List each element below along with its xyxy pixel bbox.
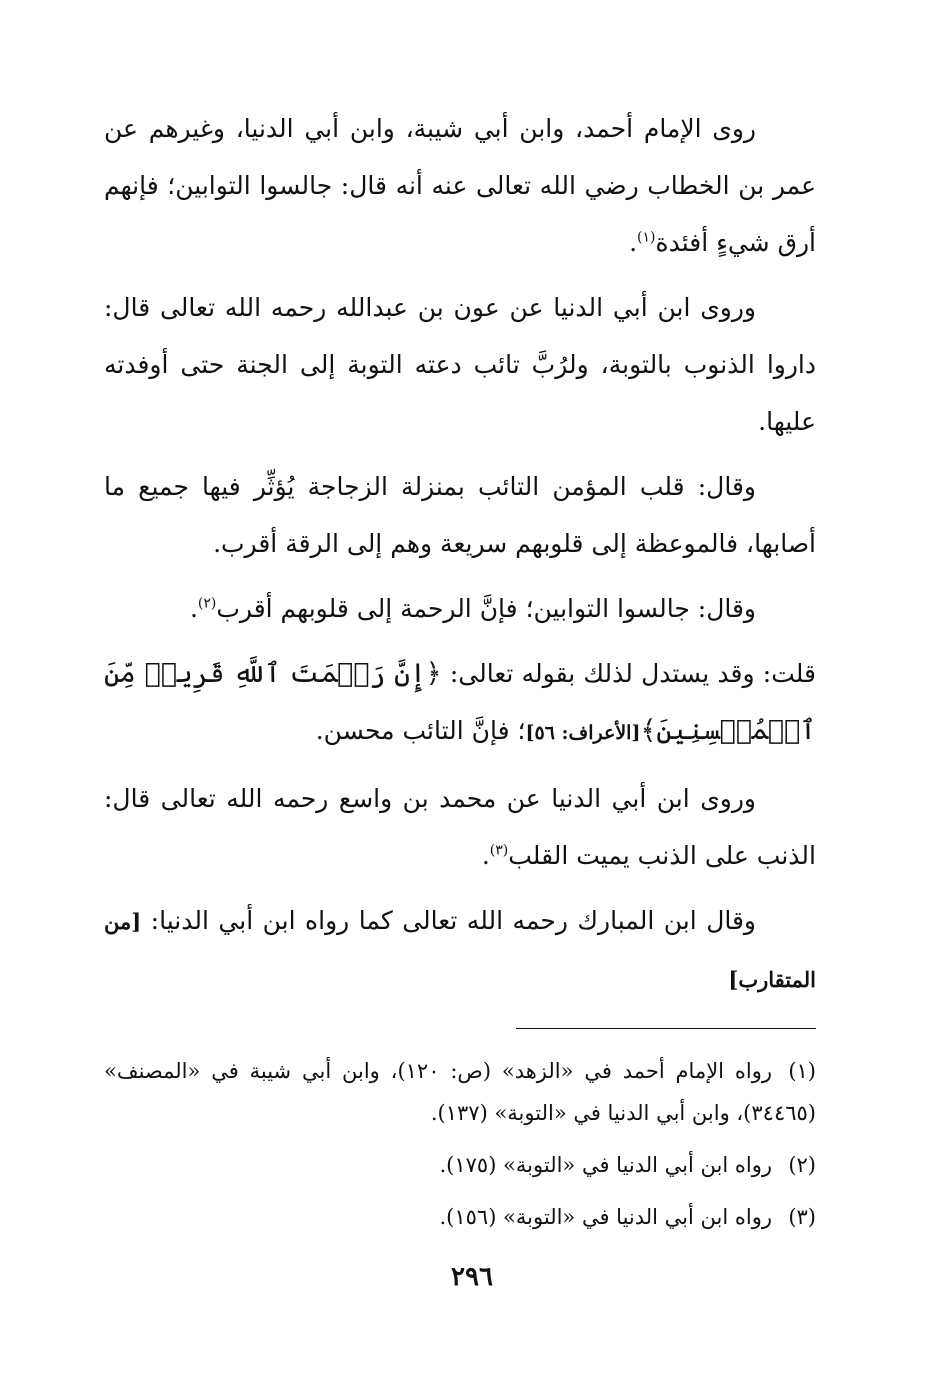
paragraph-text: روى الإمام أحمد، وابن أبي شيبة، وابن أبي الدنيا، وغيرهم عن عمر بن الخطاب رضي الله تعالى عنه أنه قال: جالسوا التوابين؛ فإنهم أرق شيءٍ أفئدة	[104, 114, 816, 257]
paragraph-wasi	[104, 770, 816, 884]
period: .	[629, 228, 638, 257]
period: .	[481, 841, 490, 870]
quote-after: ؛ فإنَّ التائب محسن.	[315, 716, 526, 745]
footnote-number: (٢)	[788, 1153, 816, 1177]
paragraph-text: وقال: قلب المؤمن التائب بمنزلة الزجاجة يُؤثِّر فيها جميع ما أصابها، فالموعظة إلى قلوبهم سريعة وهم إلى الرقة أقرب.	[104, 472, 816, 558]
period: .	[189, 594, 198, 623]
footnote-separator	[516, 1028, 816, 1029]
footnote-text: رواه الإمام أحمد في «الزهد» (ص: ١٢٠)، وابن أبي شيبة في «المصنف» (٣٤٤٦٥)، وابن أبي الدنيا في «التوبة» (١٣٧).	[104, 1059, 816, 1125]
paragraph-umar	[104, 100, 816, 271]
ayah-text: ﴿إِنَّ رَحۡمَتَ ٱللَّهِ قَرِيبٞ مِّنَ ٱلۡمُحۡسِنِينَ﴾	[104, 658, 816, 746]
footnote-text: رواه ابن أبي الدنيا في «التوبة» (١٧٥).	[439, 1153, 772, 1177]
footnote-ref-3[interactable]: (٣)	[489, 842, 509, 859]
footnote-1	[104, 1050, 816, 1134]
paragraph-awn	[104, 279, 816, 450]
footnote-number: (١)	[788, 1059, 816, 1083]
paragraph-glass	[104, 458, 816, 572]
meter-tag: [من المتقارب]	[104, 909, 816, 992]
paragraph-text: وروى ابن أبي الدنيا عن عون بن عبدالله رحمه الله تعالى قال: داروا الذنوب بالتوبة، ولرُبَّ تائب دعته التوبة إلى الجنة حتى أوفدته عليها.	[104, 293, 816, 436]
paragraph-sit-with	[104, 580, 816, 637]
paragraph-text: وروى ابن أبي الدنيا عن محمد بن واسع رحمه الله تعالى قال: الذنب على الذنب يميت القلب	[104, 784, 816, 870]
footnote-ref-2[interactable]: (٢)	[197, 595, 217, 612]
quote-intro: قلت: وقد يستدل لذلك بقوله تعالى:	[449, 659, 816, 688]
footnotes	[104, 1050, 816, 1248]
footnote-ref-1[interactable]: (١)	[637, 229, 656, 246]
footnote-3	[104, 1196, 816, 1238]
paragraph-mubarak	[104, 892, 816, 1008]
ayah-source: [الأعراف: ٥٦]	[525, 722, 641, 744]
footnote-2	[104, 1144, 816, 1186]
paragraph-text: وقال: جالسوا التوابين؛ فإنَّ الرحمة إلى قلوبهم أقرب	[216, 594, 756, 623]
footnote-number: (٣)	[788, 1205, 816, 1229]
paragraph-text: وقال ابن المبارك رحمه الله تعالى كما رواه ابن أبي الدنيا:	[150, 906, 756, 935]
main-text	[104, 100, 816, 1016]
footnote-text: رواه ابن أبي الدنيا في «التوبة» (١٥٦).	[439, 1205, 772, 1229]
paragraph-quran	[104, 645, 816, 762]
page-number: ٢٩٦	[451, 1262, 493, 1292]
